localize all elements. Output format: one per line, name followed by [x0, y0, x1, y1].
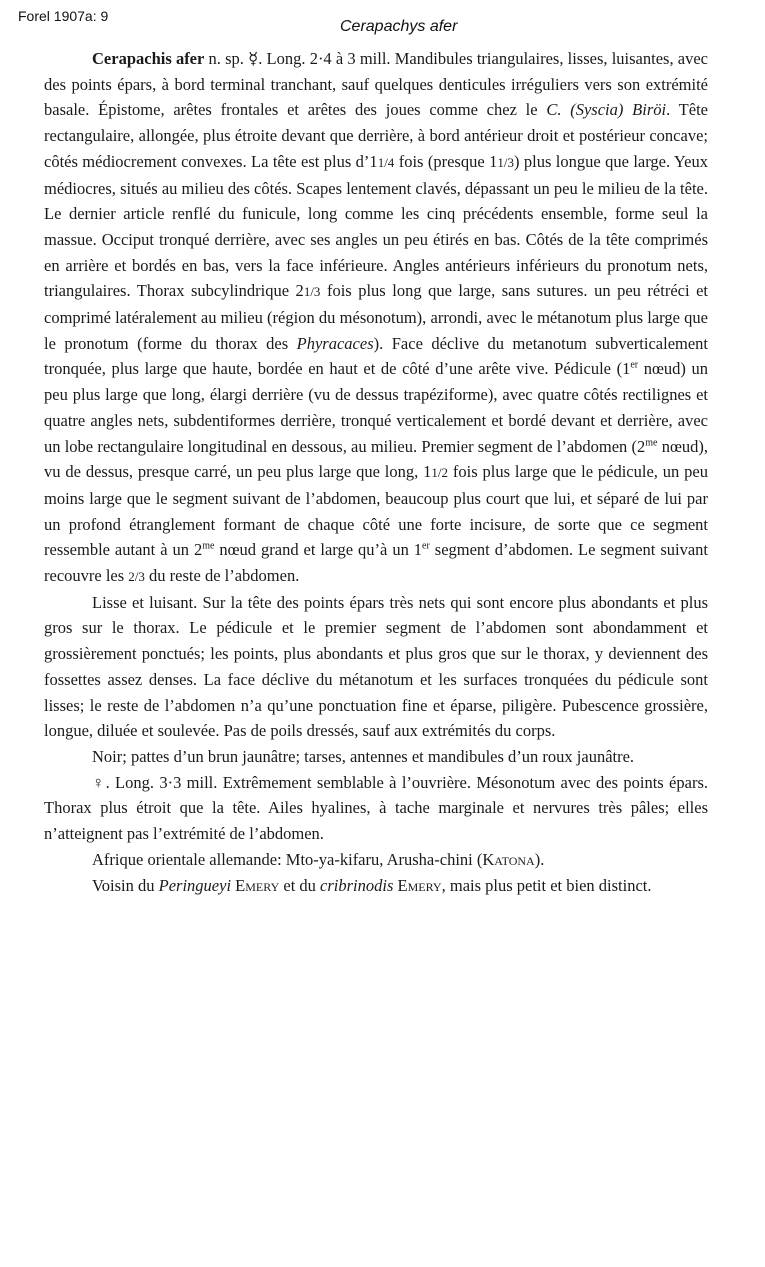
author-name-2: Emery: [397, 875, 442, 895]
author-name-1: Emery: [235, 875, 280, 895]
genus-name: Phyracaces: [296, 333, 374, 353]
collector-name: Katona: [482, 849, 535, 869]
species-name: Cerapachis afer: [92, 49, 205, 68]
reference-species: C. (Syscia) Biröi: [546, 100, 667, 120]
citation-reference: Forel 1907a: 9: [18, 8, 109, 24]
related-species-2: cribrinodis: [320, 875, 394, 895]
color-paragraph: Noir; pattes d’un brun jaunâtre; tarses, antennes et mandibules d’un roux jaunâtre.: [92, 746, 635, 766]
page-title: Cerapachys afer: [340, 18, 458, 35]
sculpture-paragraph: Lisse et luisant. Sur la tête des points épars très nets qui sont encore plus abondants et plus gros sur le thorax. Le pédicule et le premier segment de l’abdomen sont abondamment et grossièrement ponctués; les points, plus abondants et plus gros que sur le thorax, y deviennent des fossettes assez denses. La face déclive du métanotum et les surfaces tronquées du pédicule sont lisses; le reste de l’abdomen n’a qu’une ponctuation fine et éparse, piligère. Pubescence grossière, longue, diluée et soulevée. Pas de poils dressés, sauf aux extrémités du corps.: [44, 592, 708, 741]
affinity-paragraph: Voisin du Peringueyi Emery et du cribrinodis Emery, mais plus petit et bien distinct.: [92, 875, 652, 895]
female-description-paragraph: ♀. Long. 3·3 mill. Extrêmement semblable à l’ouvrière. Mésonotum avec des points épars. Thorax plus étroit que la tête. Ailes hyalines, à tache marginale et nervures très pâles; elles n’atteignent pas l’extrémité de l’abdomen.: [44, 772, 708, 844]
related-species-1: Peringueyi: [158, 875, 232, 895]
worker-description-paragraph: Cerapachis afer n. sp. ☿. Long. 2·4 à 3 mill. Mandibules triangulaires, lisses, luisantes, avec des points épars, à bord terminal tranchant, sauf quelques denticules irréguliers vers son extrémité basale. Épistome, arêtes frontales et arêtes des joues comme chez le C. (Syscia) Biröi. Tête rectangulaire, allongée, plus étroite devant que derrière, à bord antérieur droit et postérieur concave; côtés médiocrement convexes. La tête est plus d’11/4 fois (presque 11/3) plus longue que large. Yeux médiocres, situés au milieu des côtés. Scapes lentement clavés, dépassant un peu le milieu de la tête. Le dernier article renflé du funicule, long comme les cinq précédents ensemble, forme seul la massue. Occiput tronqué derrière, avec ses angles un peu étirés en bas. Côtés de la tête comprimés en arrière et bordés en bas, vers la face inférieure. Angles antérieurs inférieurs du pronotum nets, triangulaires. Thorax subcylindrique 21/3 fois plus long que large, sans sutures. un peu rétréci et comprimé latéralement au milieu (région du mésonotum), arrondi, avec le métanotum plus large que le pronotum (forme du thorax des Phyracaces). Face déclive du metanotum subverticalement tronquée, plus large que haute, bordée en haut et de côté d’une arête vive. Pédicule (1er nœud) un peu plus large que long, élargi derrière (vu de dessus trapéziforme), avec quatre côtés rectilignes et quatre angles nets, subdentiformes derrière, tronqué verticalement et bordé devant et derrière, avec un lobe rectangulaire longitudinal en dessous, au milieu. Premier segment de l’abdomen ($2^{me}$ nœud), vu de dessus, presque carré, un peu plus large que long, 11/2 fois plus large que le pédicule, un peu moins large que le segment suivant de l’abdomen, beaucoup plus court que lui, et séparé de lui par un profond étranglement formant de chaque côté une forte incisure, de sorte que ce segment ressemble autant à un $2^{me}$ nœud grand et large qu’à un 1er segment d’abdomen. Le segment suivant recouvre les 2/3 du reste de l’abdomen.: [44, 49, 709, 586]
description-body: [44, 46, 708, 898]
locality-paragraph: Afrique orientale allemande: Mto-ya-kifaru, Arusha-chini (Katona).: [92, 849, 545, 869]
